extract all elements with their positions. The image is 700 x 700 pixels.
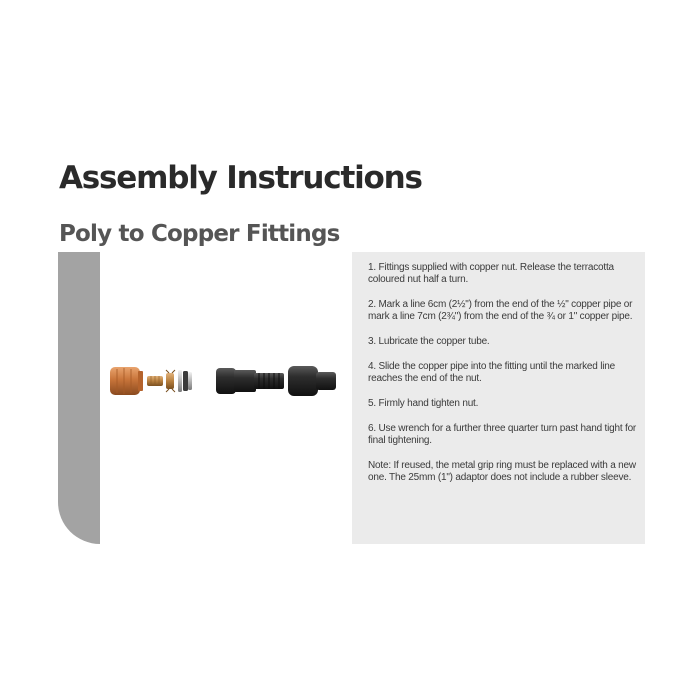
poly-fitting-body-icon (216, 368, 284, 394)
instruction-step-5: 5. Firmly hand tighten nut. (368, 398, 479, 409)
instructions-panel (352, 252, 645, 544)
section-title: Poly to Copper Fittings (59, 221, 340, 247)
brass-insert-icon (147, 376, 163, 386)
instruction-step-6: 6. Use wrench for a further three quarter turn past hand tight for final tightening. (368, 423, 637, 446)
instruction-step-2: 2. Mark a line 6cm (2½") from the end of the ½" copper pipe or mark a line 7cm (2¾") from the end of the ¾ or 1" copper pipe. (368, 299, 633, 322)
washer-icon (178, 370, 192, 392)
poly-to-copper-fittings-exploded-view (100, 252, 352, 544)
instruction-step-4: 4. Slide the copper pipe into the fitting until the marked line reaches the end of the nut. (368, 361, 616, 384)
grip-ring-icon (166, 370, 175, 392)
page-title: Assembly Instructions (59, 160, 422, 196)
decorative-side-bar (58, 252, 100, 544)
terracotta-nut-icon (110, 367, 143, 395)
instruction-note: Note: If reused, the metal grip ring must be replaced with a new one. The 25mm (1") adaptor does not include a rubber sleeve. (368, 460, 636, 483)
fittings-image-panel (100, 252, 352, 544)
instruction-step-1: 1. Fittings supplied with copper nut. Release the terracotta coloured nut half a turn. (368, 262, 614, 285)
instruction-step-3: 3. Lubricate the copper tube. (368, 336, 490, 347)
poly-compression-nut-icon (288, 366, 336, 396)
instruction-list (368, 262, 638, 497)
